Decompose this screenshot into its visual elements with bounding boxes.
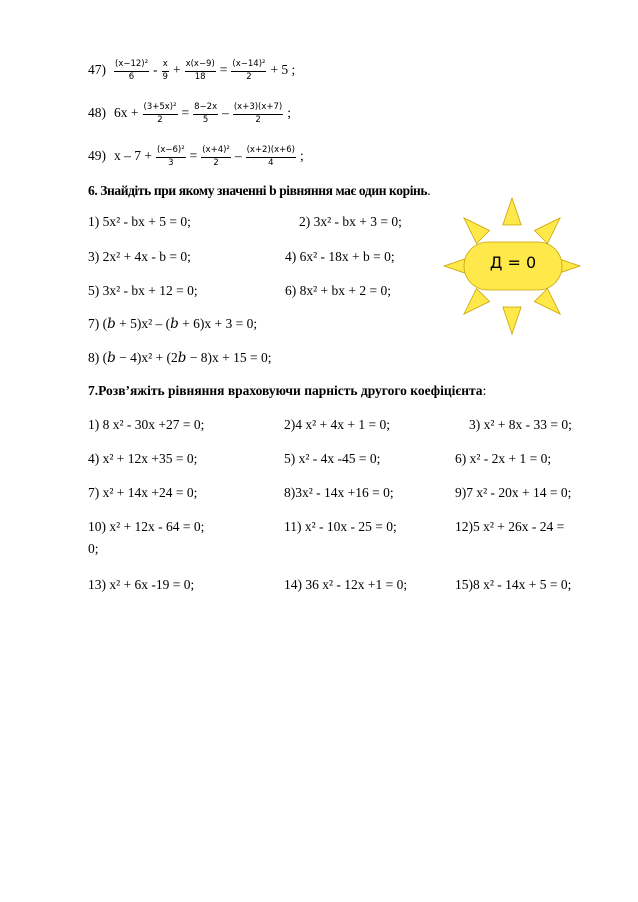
task-7-3: 3) x² + 8x - 33 = 0; bbox=[469, 417, 572, 432]
task-7-9: 9)7 x² - 20x + 14 = 0; bbox=[455, 485, 572, 500]
task-7-5: 5) x² - 4x -45 = 0; bbox=[284, 451, 381, 466]
sun-ray bbox=[464, 218, 490, 244]
equation-number: 48) bbox=[88, 105, 106, 121]
task-6-6: 6) 8x² + bx + 2 = 0; bbox=[285, 283, 392, 298]
fraction-numerator: (x−14)² bbox=[231, 60, 266, 72]
task-7-13: 13) x² + 6x -19 = 0; bbox=[88, 577, 195, 592]
section-6-title-text: 6. Знайдіть при якому значенні b рівняння має один корінь bbox=[88, 183, 428, 198]
fraction bbox=[201, 146, 231, 169]
fraction-numerator: x(x−9) bbox=[185, 60, 216, 72]
fraction bbox=[114, 60, 149, 83]
fraction bbox=[156, 146, 186, 169]
fraction-denominator: 3 bbox=[168, 157, 174, 168]
fraction bbox=[143, 103, 178, 126]
operator: + bbox=[172, 62, 181, 78]
fraction-denominator: 5 bbox=[202, 114, 209, 125]
section-6-title bbox=[88, 183, 431, 199]
operator: 6x + bbox=[114, 105, 139, 121]
equation-number: 49) bbox=[88, 148, 106, 164]
task-6-2: 2) 3x² - bx + 3 = 0; bbox=[299, 214, 402, 229]
sun-ray bbox=[464, 289, 490, 315]
task-6-3: 3) 2x² + 4x - b = 0; bbox=[88, 249, 191, 264]
fraction bbox=[246, 146, 296, 169]
equation-49 bbox=[88, 146, 306, 169]
task-7-10: 10) x² + 12x - 64 = 0; bbox=[88, 519, 205, 534]
fraction-numerator: (3+5x)² bbox=[143, 103, 178, 115]
fraction-denominator: 2 bbox=[157, 114, 163, 125]
task-6-7: 7) (𝑏 + 5)x² – (𝑏 + 6)x + 3 = 0; bbox=[88, 316, 258, 331]
fraction-numerator: x bbox=[162, 60, 169, 72]
fraction-numerator: (x+3)(x+7) bbox=[233, 103, 283, 115]
equation-number: 47) bbox=[88, 62, 106, 78]
fraction-denominator: 6 bbox=[128, 71, 135, 82]
task-7-8: 8)3x² - 14x +16 = 0; bbox=[284, 485, 394, 500]
operator: – bbox=[222, 105, 229, 121]
operator: x – 7 + bbox=[114, 148, 152, 164]
operator: = bbox=[219, 62, 228, 78]
fraction-numerator: (x−6)² bbox=[156, 146, 186, 158]
sun-ray bbox=[535, 289, 561, 315]
operator: = bbox=[189, 148, 198, 164]
task-7-7: 7) x² + 14x +24 = 0; bbox=[88, 485, 198, 500]
equation-47 bbox=[88, 60, 297, 83]
operator: + 5 ; bbox=[270, 62, 296, 78]
task-7-4: 4) x² + 12x +35 = 0; bbox=[88, 451, 198, 466]
sun-label: Д = 0 bbox=[489, 253, 537, 272]
task-7-6: 6) x² - 2x + 1 = 0; bbox=[455, 451, 552, 466]
fraction-numerator: (x−12)² bbox=[114, 60, 149, 72]
fraction-denominator: 2 bbox=[213, 157, 219, 168]
fraction-numerator: 8−2x bbox=[193, 103, 218, 115]
fraction bbox=[193, 103, 218, 126]
operator: – bbox=[234, 148, 242, 164]
section-7-title bbox=[88, 383, 486, 399]
fraction-denominator: 18 bbox=[194, 71, 206, 82]
fraction bbox=[162, 60, 169, 83]
task-7-1: 1) 8 x² - 30x +27 = 0; bbox=[88, 417, 205, 432]
section-7-title-end: : bbox=[482, 383, 487, 398]
task-6-1: 1) 5x² - bx + 5 = 0; bbox=[88, 214, 191, 229]
fraction-numerator: (x+2)(x+6) bbox=[246, 146, 296, 158]
section-7-title-text: 7.Розв’яжіть рівняння враховуючи парність другого коефіцієнта bbox=[88, 383, 483, 398]
task-6-8: 8) (𝑏 − 4)x² + (2𝑏 − 8)x + 15 = 0; bbox=[88, 350, 272, 365]
task-7-11: 11) x² - 10x - 25 = 0; bbox=[284, 519, 397, 534]
fraction-denominator: 9 bbox=[162, 71, 168, 82]
task-7-12-wrap: 0; bbox=[88, 541, 99, 556]
section-6-title-end: . bbox=[427, 183, 431, 198]
sun-ray bbox=[503, 307, 521, 334]
task-7-14: 14) 36 x² - 12x +1 = 0; bbox=[284, 577, 408, 592]
task-7-2: 2)4 x² + 4x + 1 = 0; bbox=[284, 417, 391, 432]
fraction-denominator: 2 bbox=[246, 71, 252, 82]
fraction-denominator: 4 bbox=[268, 157, 274, 168]
task-7-12: 12)5 x² + 26x - 24 = bbox=[455, 519, 565, 534]
task-6-4: 4) 6x² - 18x + b = 0; bbox=[285, 249, 395, 264]
fraction bbox=[185, 60, 216, 83]
fraction bbox=[231, 60, 266, 83]
task-6-5: 5) 3x² - bx + 12 = 0; bbox=[88, 283, 198, 298]
fraction-numerator: (x+4)² bbox=[201, 146, 231, 158]
task-7-15: 15)8 x² - 14x + 5 = 0; bbox=[455, 577, 572, 592]
operator: = bbox=[181, 105, 190, 121]
fraction-denominator: 2 bbox=[255, 114, 261, 125]
operator: ; bbox=[299, 148, 304, 164]
fraction bbox=[233, 103, 283, 126]
operator: ; bbox=[287, 105, 292, 121]
sun-ray bbox=[503, 198, 521, 225]
sun-ray bbox=[535, 218, 561, 244]
equation-48 bbox=[88, 103, 293, 126]
operator: - bbox=[153, 62, 158, 78]
